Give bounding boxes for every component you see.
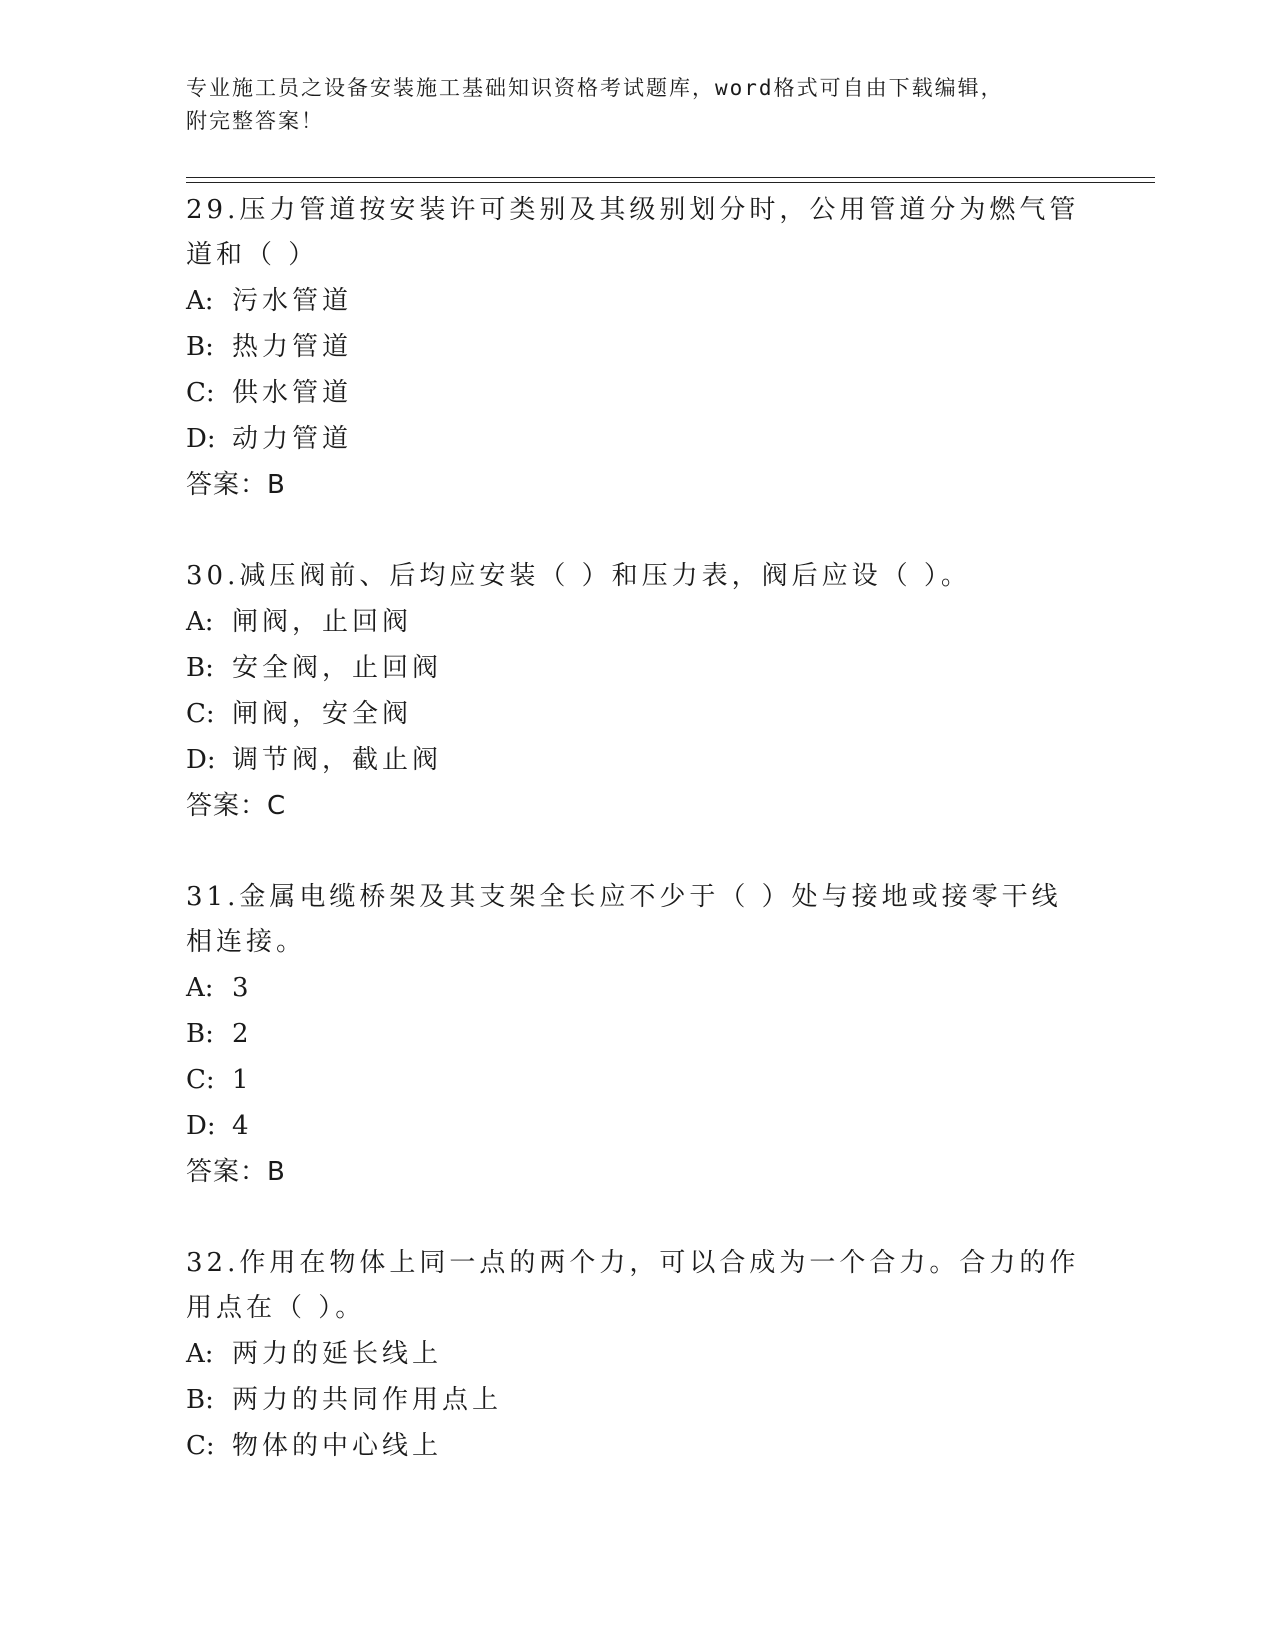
option-key: B: — [186, 332, 214, 362]
question-stem: 31.金属电缆桥架及其支架全长应不少于（ ）处与接地或接零干线相连接。 — [186, 882, 1062, 957]
option-text: 闸阀，安全阀 — [232, 699, 413, 729]
option-key: B: — [186, 1019, 214, 1049]
question-32 — [186, 1241, 1086, 1469]
option-b — [186, 1011, 1086, 1057]
option-c — [186, 691, 1086, 737]
question-list — [186, 188, 1086, 1515]
option-text: 闸阀，止回阀 — [232, 607, 413, 637]
option-b — [186, 324, 1086, 370]
option-text: 热力管道 — [232, 332, 353, 362]
option-d — [186, 737, 1086, 783]
option-key: A: — [186, 286, 214, 316]
option-key: A: — [186, 973, 214, 1003]
option-key: A: — [186, 1339, 214, 1369]
header-divider-top — [186, 177, 1155, 178]
option-key: D: — [186, 1111, 216, 1141]
option-text: 4 — [232, 1111, 253, 1141]
option-d — [186, 1103, 1086, 1149]
option-key: C: — [186, 1065, 215, 1095]
option-key: C: — [186, 699, 215, 729]
option-text: 污水管道 — [232, 286, 353, 316]
header-line-2: 附完整答案！ — [186, 109, 324, 133]
option-b — [186, 1377, 1086, 1423]
option-key: D: — [186, 745, 216, 775]
option-c — [186, 370, 1086, 416]
header-line-1: 专业施工员之设备安装施工基础知识资格考试题库，word格式可自由下载编辑， — [186, 76, 1004, 100]
option-a — [186, 278, 1086, 324]
option-key: B: — [186, 653, 214, 683]
answer: 答案：B — [186, 1157, 286, 1187]
option-key: A: — [186, 607, 214, 637]
document-header — [186, 72, 1066, 138]
option-key: B: — [186, 1385, 214, 1415]
option-text: 动力管道 — [232, 424, 353, 454]
option-b — [186, 645, 1086, 691]
question-stem: 30.减压阀前、后均应安装（ ）和压力表，阀后应设（ ）。 — [186, 561, 971, 591]
option-text: 供水管道 — [232, 378, 353, 408]
header-divider-bottom — [186, 182, 1155, 183]
option-c — [186, 1057, 1086, 1103]
option-text: 两力的延长线上 — [232, 1339, 443, 1369]
option-key: C: — [186, 1431, 215, 1461]
question-31 — [186, 875, 1086, 1195]
option-a — [186, 599, 1086, 645]
answer: 答案：C — [186, 791, 287, 821]
option-text: 两力的共同作用点上 — [232, 1385, 503, 1415]
option-text: 安全阀，止回阀 — [232, 653, 443, 683]
question-stem: 29.压力管道按安装许可类别及其级别划分时，公用管道分为燃气管道和（ ） — [186, 195, 1080, 270]
option-c — [186, 1423, 1086, 1469]
option-key: D: — [186, 424, 216, 454]
answer: 答案：B — [186, 470, 286, 500]
option-a — [186, 1331, 1086, 1377]
option-a — [186, 965, 1086, 1011]
option-d — [186, 416, 1086, 462]
question-stem: 32.作用在物体上同一点的两个力，可以合成为一个合力。合力的作用点在（ ）。 — [186, 1248, 1080, 1323]
option-text: 物体的中心线上 — [232, 1431, 443, 1461]
question-30 — [186, 554, 1086, 829]
option-text: 调节阀，截止阀 — [232, 745, 443, 775]
option-key: C: — [186, 378, 215, 408]
option-text: 2 — [232, 1019, 253, 1049]
option-text: 1 — [232, 1065, 253, 1095]
question-29 — [186, 188, 1086, 508]
option-text: 3 — [232, 973, 253, 1003]
